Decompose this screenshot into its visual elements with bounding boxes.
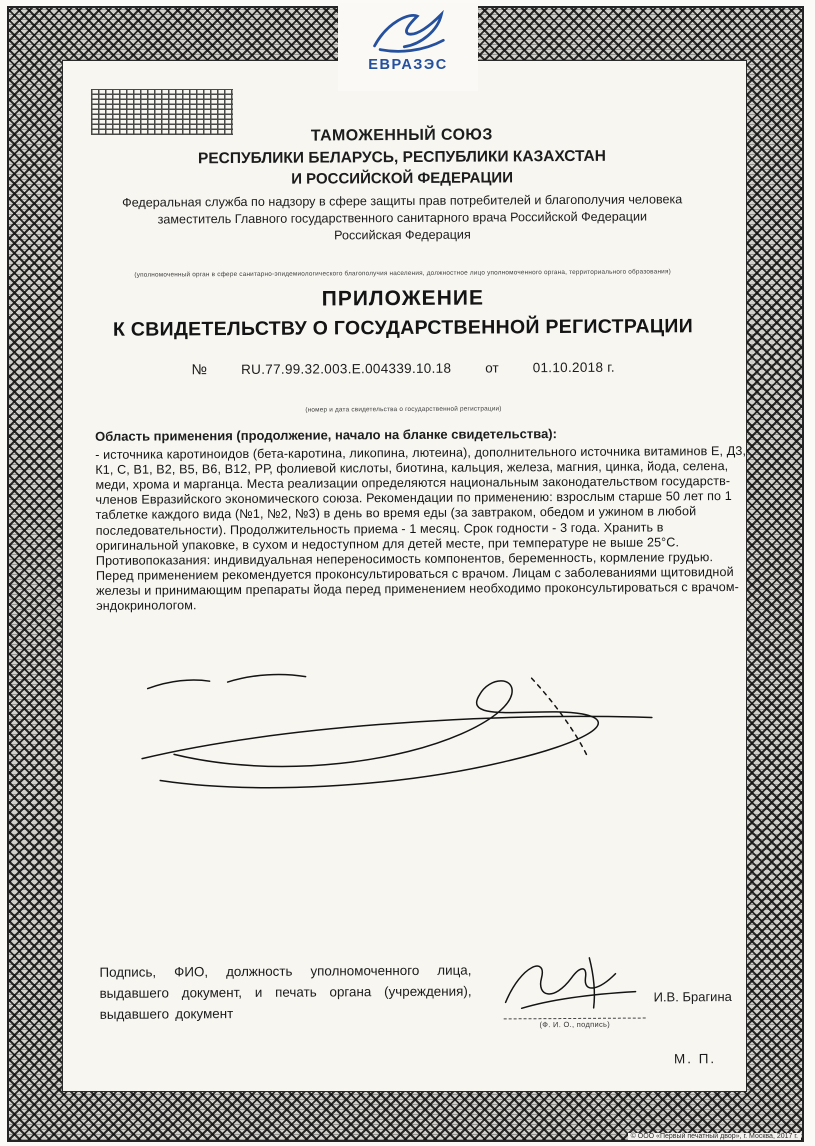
stamp-place-label: М. П.: [673, 1051, 717, 1067]
evrazes-logo: [338, 3, 478, 91]
number-label: №: [191, 362, 208, 379]
swan-logo-icon: [360, 5, 456, 57]
document-header: [60, 125, 744, 244]
document-title: [61, 285, 744, 342]
signer-name: И.В. Брагина: [653, 989, 732, 1005]
registration-number-note: (номер и дата свидетельства о государственной регистрации): [305, 405, 502, 414]
signature-note: (Ф. И. О., подпись): [504, 1018, 646, 1030]
header-republics: РЕСПУБЛИКИ БЕЛАРУСЬ, РЕСПУБЛИКИ КАЗАХСТАН: [197, 147, 606, 168]
title-line1: ПРИЛОЖЕНИЕ: [321, 286, 484, 311]
header-country: Российская Федерация: [334, 227, 471, 243]
signature-caption: Подпись, ФИО, должность уполномоченного лица, выдавшего документ, и печать органа (учреждения), выдавшего документ: [99, 962, 472, 1022]
header-customs-union: ТАМОЖЕННЫЙ СОЮЗ: [310, 126, 493, 145]
title-line2: К СВИДЕТЕЛЬСТВУ О ГОСУДАРСТВЕННОЙ РЕГИСТРАЦИИ: [112, 315, 694, 341]
scope-text: - источника каротиноидов (бета-каротина, ликопина, лютеина), дополнительного источника витаминов Е, Д3, К1, С, В1, В2, В5, В6, В12, РР, фолиевой кислоты, биотина, кальция, железа, магния, цинка, йода, селена, меди, хрома и марганца. Места реализации определяются национальным законодательством государств-членов Евразийского экономического союза. Рекомендации по применению: взрослым старше 50 лет по 1 таблетке каждого вида (№1, №2, №3) в день во время еды (за завтраком, обедом и ужином в любой последовательности). Продолжительность приема - 1 месяц. Срок годности - 3 года. Хранить в оригинальной упаковке, в сухом и недоступном для детей месте, при температуре не выше 25°С. Противопоказания: индивидуальная непереносимость компонентов, беременность, кормление грудью. Перед применением рекомендуется проконсультироваться с врачом. Лицам с заболеваниями щитовидной железы и принимающим препараты йода перед применением необходимо проконсультироваться с врачом-эндокринологом.: [95, 443, 747, 613]
header-service: Федеральная служба по надзору в сфере защиты прав потребителей и благополучия человека: [122, 192, 683, 210]
header-federation: И РОССИЙСКОЙ ФЕДЕРАЦИИ: [291, 169, 514, 188]
logo-text: ЕВРАЗЭС: [368, 57, 448, 73]
header-official: заместитель Главного государственного санитарного врача Российской Федерации: [157, 209, 648, 227]
document-content: [62, 60, 747, 1092]
authority-note: (уполномоченный орган в сфере санитарно-эпидемиологического благополучия населения, должностное лицо уполномоченного органа, территориального образования): [134, 268, 671, 279]
application-scope-block: [95, 425, 748, 614]
signature-flourish: [130, 659, 676, 802]
registration-date: 01.10.2018 г.: [532, 359, 615, 376]
scope-heading: Область применения (продолжение, начало на бланке свидетельства):: [95, 426, 557, 444]
official-signature: [493, 948, 645, 1021]
of-label: от: [485, 360, 499, 376]
registration-number-row: [62, 359, 745, 379]
registration-number: RU.77.99.32.003.E.004339.10.18: [241, 360, 452, 377]
print-house-credit: © ООО «Первый печатный двор», г. Москва, 2017 г.: [628, 1133, 801, 1140]
